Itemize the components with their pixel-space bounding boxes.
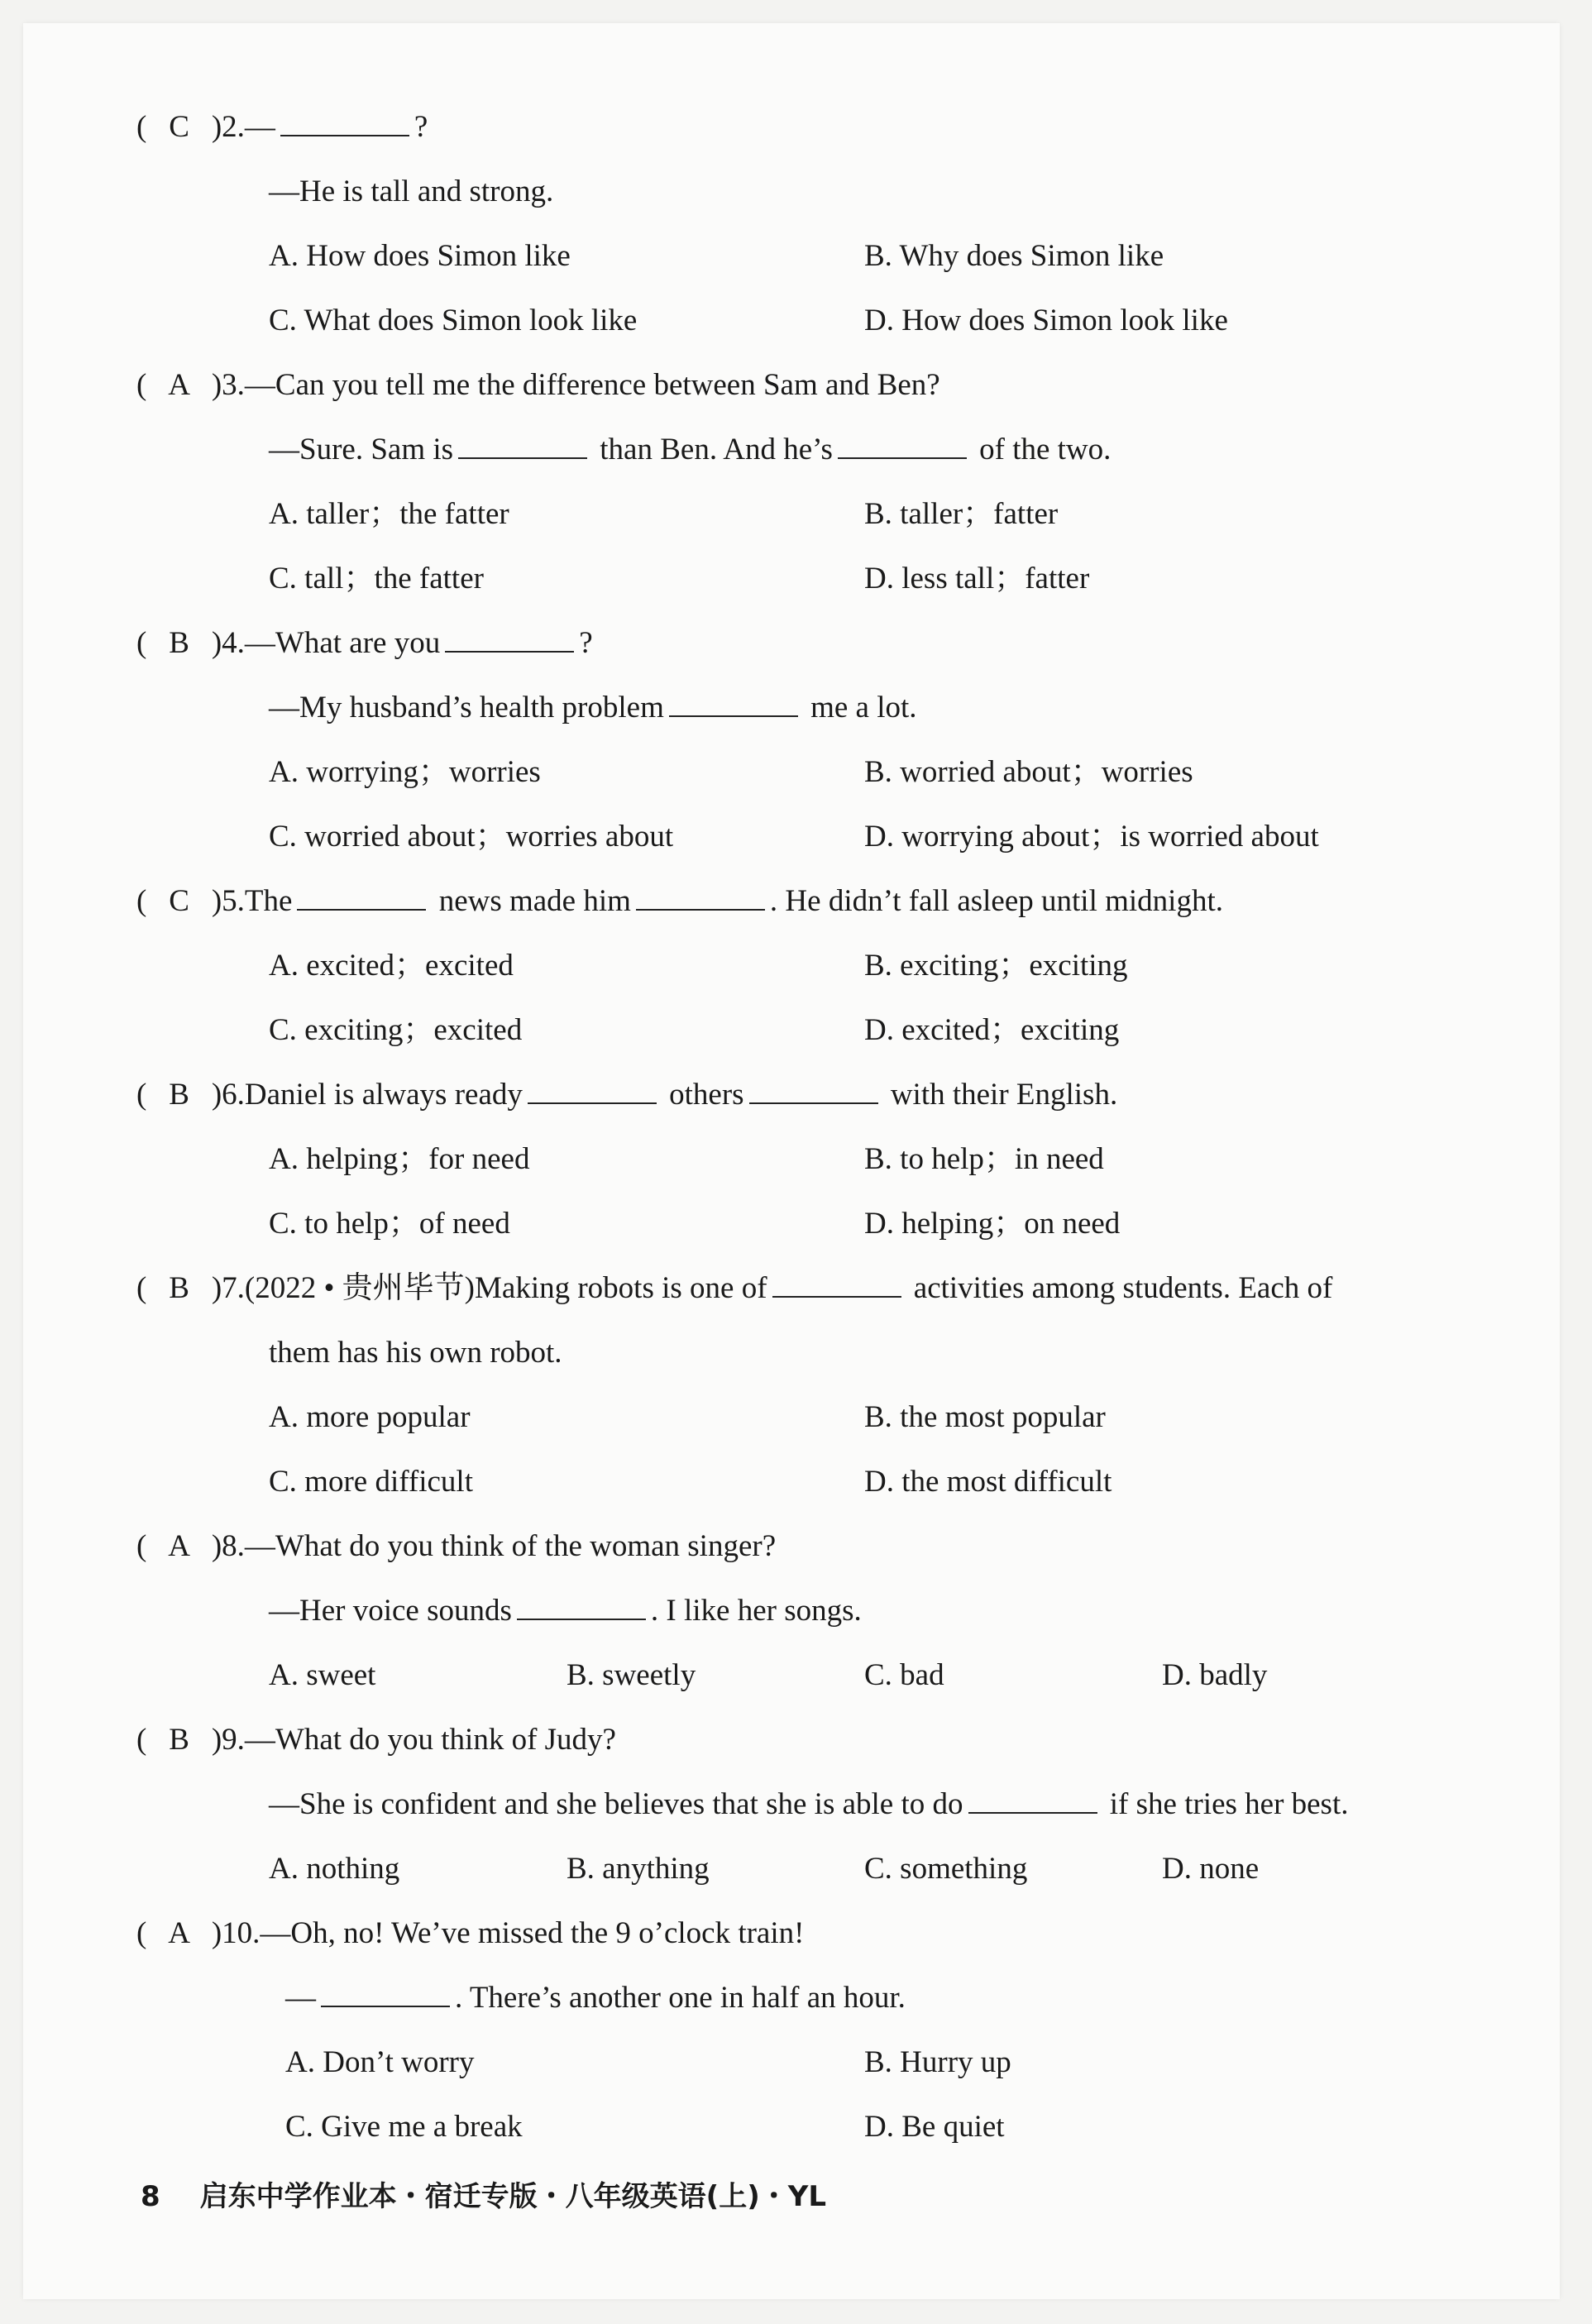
answer-bracket: ( xyxy=(136,110,155,144)
stem-text: —He is tall and strong. xyxy=(269,175,554,208)
question-stem-line xyxy=(136,624,593,663)
question-number: 6. xyxy=(222,1078,245,1112)
stem-text: —What do you think of the woman singer? xyxy=(244,1529,777,1563)
answer-bracket: ) xyxy=(203,1529,222,1563)
question-stem-line xyxy=(136,1527,776,1566)
answer-blank xyxy=(669,691,798,717)
option-d: D. helping；on need xyxy=(864,1207,1121,1241)
option-d: D. worrying about；is worried about xyxy=(864,820,1319,854)
question-number: 9. xyxy=(222,1723,245,1757)
option-c: C. exciting；excited xyxy=(269,1013,523,1047)
stem-text: —What do you think of Judy? xyxy=(244,1723,616,1757)
answer-bracket: ( xyxy=(136,626,155,660)
option-c: C. something xyxy=(864,1852,1028,1886)
stem-text: activities among students. Each of xyxy=(906,1271,1333,1305)
option-b: B. to help；in need xyxy=(864,1142,1104,1176)
question-stem-line xyxy=(136,366,940,405)
question-stem-line xyxy=(269,688,917,728)
stem-text: ? xyxy=(579,626,593,660)
option-b: B. sweetly xyxy=(567,1658,696,1692)
option-b: B. Why does Simon like xyxy=(864,239,1164,273)
footer-title: 启东中学作业本・宿迁专版・八年级英语(上)・YL xyxy=(199,2180,827,2213)
stem-text: . He didn’t fall asleep until midnight. xyxy=(769,884,1223,918)
answer-bracket: ( xyxy=(136,1916,155,1950)
answer-bracket: ) xyxy=(203,1271,222,1305)
stem-text: . I like her songs. xyxy=(650,1594,862,1628)
question-number: 2. xyxy=(222,110,245,144)
answer-blank xyxy=(968,1787,1097,1814)
option-a: A. sweet xyxy=(269,1658,376,1692)
answer-bracket: ( xyxy=(136,1078,155,1112)
option-b: B. the most popular xyxy=(864,1400,1106,1434)
option-a: A. nothing xyxy=(269,1852,400,1886)
option-c: C. Give me a break xyxy=(285,2110,523,2144)
stem-text: — xyxy=(244,110,275,144)
stem-text: news made him xyxy=(431,884,631,918)
stem-text: of the two. xyxy=(971,433,1112,466)
question-number: 7. xyxy=(222,1271,245,1305)
option-a: A. worrying；worries xyxy=(269,755,541,789)
answer-bracket: ) xyxy=(203,110,222,144)
option-d: D. Be quiet xyxy=(864,2110,1005,2144)
answer-blank xyxy=(838,433,967,459)
option-d: D. excited；exciting xyxy=(864,1013,1120,1047)
page-footer xyxy=(141,2178,826,2215)
answer-letter: A xyxy=(168,1916,190,1950)
stem-text: . There’s another one in half an hour. xyxy=(455,1981,906,2015)
option-d: D. less tall；fatter xyxy=(864,562,1090,595)
question-stem-line xyxy=(269,172,553,212)
stem-text: —What are you xyxy=(244,626,441,660)
answer-bracket: ) xyxy=(203,884,222,918)
question-stem-line xyxy=(269,1591,862,1631)
answer-bracket: ( xyxy=(136,1723,155,1757)
answer-bracket: ) xyxy=(203,1078,222,1112)
option-c: C. bad xyxy=(864,1658,944,1692)
worksheet-page xyxy=(23,23,1560,2299)
answer-bracket: ( xyxy=(136,884,155,918)
stem-text: than Ben. And he’s xyxy=(592,433,833,466)
answer-blank xyxy=(445,626,574,653)
option-a: A. How does Simon like xyxy=(269,239,571,273)
question-number: 5. xyxy=(222,884,245,918)
stem-text: —She is confident and she believes that she is able to do xyxy=(269,1787,963,1821)
option-a: A. more popular xyxy=(269,1400,471,1434)
question-stem-line xyxy=(136,1075,1117,1115)
stem-text: (2022 • 贵州毕节)Making robots is one of xyxy=(244,1271,767,1305)
option-d: D. none xyxy=(1162,1852,1260,1886)
option-c: C. more difficult xyxy=(269,1465,473,1499)
page-number: 8 xyxy=(141,2180,160,2213)
answer-blank xyxy=(517,1594,646,1620)
stem-text: them has his own robot. xyxy=(269,1336,562,1370)
question-stem-line xyxy=(269,430,1111,470)
question-number: 8. xyxy=(222,1529,245,1563)
answer-blank xyxy=(749,1078,878,1104)
stem-text: — xyxy=(285,1981,316,2015)
question-number: 10. xyxy=(222,1916,261,1950)
question-stem-line xyxy=(136,1914,804,1953)
option-b: B. anything xyxy=(567,1852,710,1886)
question-stem-line xyxy=(136,1720,616,1760)
answer-bracket: ) xyxy=(203,1723,222,1757)
answer-bracket: ( xyxy=(136,1271,155,1305)
question-stem-line xyxy=(136,882,1223,921)
stem-text: —My husband’s health problem xyxy=(269,691,664,724)
stem-text: me a lot. xyxy=(802,691,917,724)
option-b: B. worried about；worries xyxy=(864,755,1193,789)
answer-blank xyxy=(528,1078,657,1104)
option-d: D. How does Simon look like xyxy=(864,304,1228,337)
question-number: 4. xyxy=(222,626,245,660)
stem-text: The xyxy=(244,884,293,918)
option-c: C. to help；of need xyxy=(269,1207,510,1241)
question-stem-line xyxy=(136,1269,1332,1308)
answer-letter: B xyxy=(169,1271,189,1305)
question-stem-line xyxy=(136,108,428,147)
answer-blank xyxy=(297,884,426,911)
stem-text: with their English. xyxy=(882,1078,1118,1112)
stem-text: others xyxy=(661,1078,744,1112)
answer-blank xyxy=(280,110,409,136)
option-c: C. What does Simon look like xyxy=(269,304,638,337)
option-a: A. Don’t worry xyxy=(285,2045,475,2079)
option-c: C. worried about；worries about xyxy=(269,820,674,854)
option-b: B. exciting；exciting xyxy=(864,949,1128,983)
answer-bracket: ( xyxy=(136,368,155,402)
answer-blank xyxy=(772,1271,901,1298)
answer-letter: B xyxy=(169,1078,189,1112)
answer-bracket: ) xyxy=(203,626,222,660)
option-c: C. tall；the fatter xyxy=(269,562,484,595)
answer-letter: C xyxy=(169,110,189,144)
answer-letter: A xyxy=(168,1529,190,1563)
stem-text: —Oh, no! We’ve missed the 9 o’clock train! xyxy=(260,1916,805,1950)
answer-letter: C xyxy=(169,884,189,918)
answer-letter: A xyxy=(168,368,190,402)
question-number: 3. xyxy=(222,368,245,402)
answer-bracket: ) xyxy=(203,368,222,402)
option-a: A. excited；excited xyxy=(269,949,514,983)
stem-text: —Sure. Sam is xyxy=(269,433,454,466)
question-stem-line xyxy=(285,1978,906,2018)
answer-blank xyxy=(458,433,587,459)
answer-bracket: ( xyxy=(136,1529,155,1563)
option-d: D. badly xyxy=(1162,1658,1268,1692)
option-d: D. the most difficult xyxy=(864,1465,1112,1499)
answer-bracket: ) xyxy=(203,1916,222,1950)
option-b: B. taller；fatter xyxy=(864,497,1059,531)
option-a: A. taller；the fatter xyxy=(269,497,509,531)
answer-letter: B xyxy=(169,1723,189,1757)
stem-text: —Can you tell me the difference between Sam and Ben? xyxy=(244,368,940,402)
stem-text: —Her voice sounds xyxy=(269,1594,512,1628)
question-stem-line xyxy=(269,1785,1349,1824)
answer-blank xyxy=(636,884,765,911)
option-a: A. helping；for need xyxy=(269,1142,530,1176)
stem-text: ? xyxy=(414,110,428,144)
answer-letter: B xyxy=(169,626,189,660)
answer-blank xyxy=(321,1981,450,2007)
question-stem-line xyxy=(269,1333,562,1373)
stem-text: Daniel is always ready xyxy=(244,1078,523,1112)
stem-text: if she tries her best. xyxy=(1102,1787,1349,1821)
option-b: B. Hurry up xyxy=(864,2045,1011,2079)
